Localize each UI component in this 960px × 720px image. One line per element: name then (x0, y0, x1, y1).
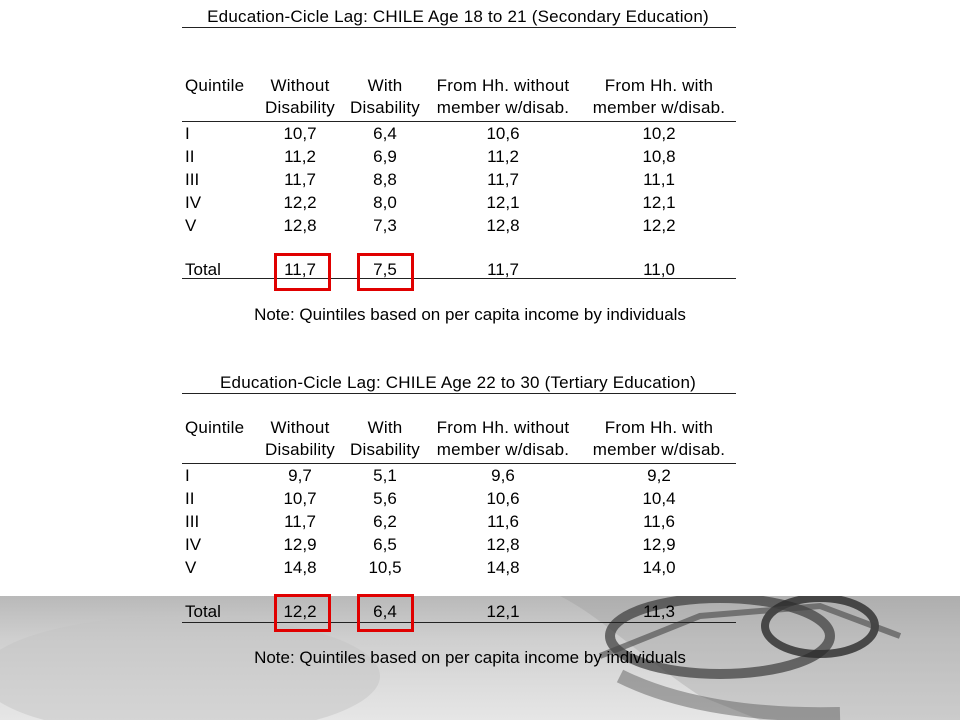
cell: 12,9 (283, 535, 317, 554)
table-row (180, 510, 736, 533)
table-row (180, 464, 736, 487)
cell: 11,2 (284, 147, 316, 166)
cell: 12,8 (486, 535, 520, 554)
cell: 12,2 (283, 193, 317, 212)
cell: 10,5 (368, 558, 402, 577)
total-with-disability: 7,5 (373, 260, 397, 279)
header-row-1 (180, 416, 736, 439)
total-with-disability: 6,4 (373, 602, 397, 621)
cell: 10,2 (642, 124, 676, 143)
total-hh-without: 12,1 (486, 602, 520, 621)
header-hh-with: From Hh. with (604, 76, 714, 95)
row-label: III (185, 512, 200, 531)
header-hh-without-2: member w/disab. (436, 98, 570, 117)
highlight-box-with (357, 253, 414, 291)
header-with: With (367, 418, 403, 437)
cell: 5,1 (373, 466, 397, 485)
divider (182, 27, 736, 28)
cell: 12,1 (642, 193, 676, 212)
total-hh-with: 11,3 (643, 602, 675, 621)
header-without-2: Disability (264, 98, 336, 117)
header-hh-with-2: member w/disab. (592, 440, 726, 459)
header-with: With (367, 76, 403, 95)
divider (182, 622, 736, 623)
cell: 8,0 (373, 193, 397, 212)
total-label: Total (185, 260, 221, 279)
header-row-1 (180, 74, 736, 97)
cell: 11,7 (284, 512, 316, 531)
header-without-2: Disability (264, 440, 336, 459)
cell: 11,7 (487, 170, 519, 189)
total-hh-without: 11,7 (487, 260, 519, 279)
cell: 8,8 (373, 170, 397, 189)
header-quintile: Quintile (185, 76, 245, 95)
cell: 6,4 (373, 124, 397, 143)
header-hh-without: From Hh. without (436, 418, 570, 437)
cell: 6,5 (373, 535, 397, 554)
table-row (180, 145, 736, 168)
table-row (180, 122, 736, 145)
total-row (180, 600, 736, 623)
cell: 10,6 (486, 124, 520, 143)
cell: 12,9 (642, 535, 676, 554)
total-without-disability: 12,2 (283, 602, 317, 621)
row-label: I (185, 466, 190, 485)
row-label: IV (185, 193, 202, 212)
table-note: Note: Quintiles based on per capita income by individuals (254, 305, 686, 324)
header-quintile: Quintile (185, 418, 245, 437)
cell: 9,6 (491, 466, 515, 485)
row-label: V (185, 558, 197, 577)
highlight-box-with (357, 594, 414, 632)
row-label: V (185, 216, 197, 235)
cell: 5,6 (373, 489, 397, 508)
table-title: Education-Cicle Lag: CHILE Age 22 to 30 (Tertiary Education) (220, 373, 696, 392)
header-with-2: Disability (349, 440, 421, 459)
cell: 6,2 (373, 512, 397, 531)
total-without-disability: 11,7 (284, 260, 316, 279)
cell: 12,8 (486, 216, 520, 235)
divider (182, 278, 736, 279)
table-row (180, 556, 736, 579)
row-label: III (185, 170, 200, 189)
row-label: IV (185, 535, 202, 554)
header-row-2 (180, 438, 736, 461)
cell: 9,7 (288, 466, 312, 485)
cell: 10,4 (642, 489, 676, 508)
header-hh-without: From Hh. without (436, 76, 570, 95)
row-label: I (185, 124, 190, 143)
header-hh-with: From Hh. with (604, 418, 714, 437)
cell: 9,2 (647, 466, 671, 485)
table-row (180, 191, 736, 214)
cell: 6,9 (373, 147, 397, 166)
cell: 10,8 (642, 147, 676, 166)
header-hh-with-2: member w/disab. (592, 98, 726, 117)
cell: 14,0 (642, 558, 676, 577)
cell: 11,1 (643, 170, 675, 189)
header-row-2 (180, 96, 736, 119)
cell: 11,6 (643, 512, 675, 531)
cell: 11,2 (487, 147, 519, 166)
total-label: Total (185, 602, 221, 621)
row-label: II (185, 489, 195, 508)
divider (182, 393, 736, 394)
table-row (180, 533, 736, 556)
highlight-box-without (274, 594, 331, 632)
cell: 14,8 (486, 558, 520, 577)
cell: 12,1 (486, 193, 520, 212)
table-row (180, 214, 736, 237)
cell: 7,3 (373, 216, 397, 235)
table-row (180, 168, 736, 191)
cell: 12,2 (642, 216, 676, 235)
cell: 10,6 (486, 489, 520, 508)
table-note: Note: Quintiles based on per capita income by individuals (254, 648, 686, 667)
cell: 11,6 (487, 512, 519, 531)
cell: 14,8 (283, 558, 317, 577)
highlight-box-without (274, 253, 331, 291)
cell: 11,7 (284, 170, 316, 189)
header-hh-without-2: member w/disab. (436, 440, 570, 459)
header-without: Without (270, 418, 330, 437)
cell: 10,7 (283, 489, 317, 508)
total-hh-with: 11,0 (643, 260, 675, 279)
row-label: II (185, 147, 195, 166)
cell: 12,8 (283, 216, 317, 235)
cell: 10,7 (283, 124, 317, 143)
table-title: Education-Cicle Lag: CHILE Age 18 to 21 (Secondary Education) (207, 7, 709, 26)
table-row (180, 487, 736, 510)
header-with-2: Disability (349, 98, 421, 117)
header-without: Without (270, 76, 330, 95)
